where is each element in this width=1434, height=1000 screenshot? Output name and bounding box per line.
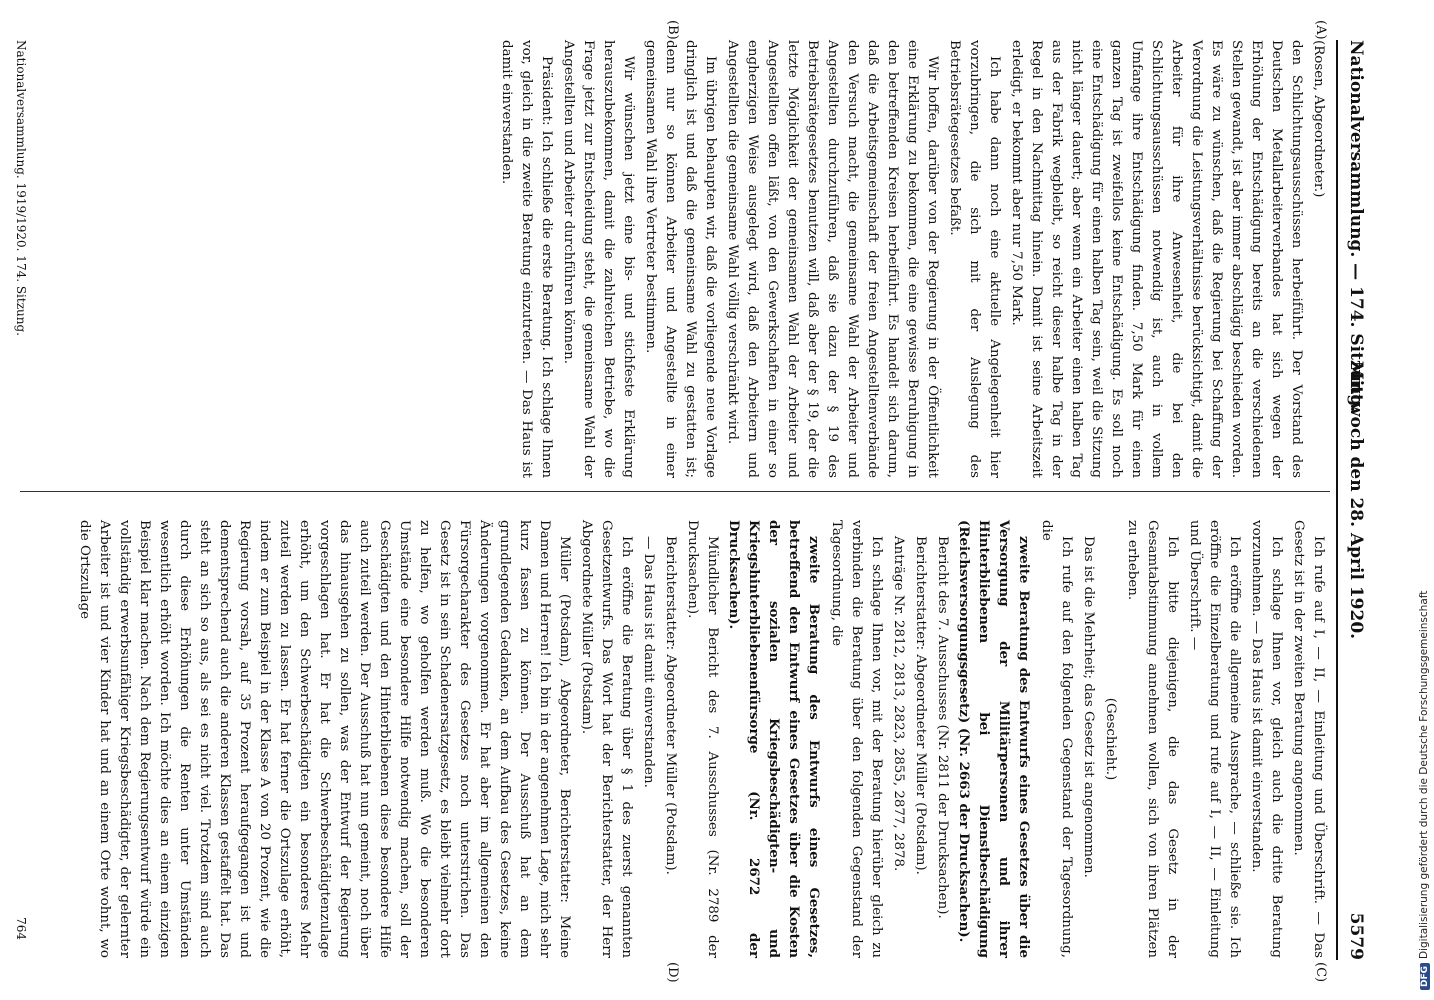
footer-number: 764 [14, 917, 28, 940]
paragraph: Ich bitte diejenigen, die das Gesetz in der Gesamtabstimmung annehmen wollen, sich von ihren Plätzen zu erheben. [1125, 520, 1180, 958]
header-rule [1336, 40, 1338, 960]
speaker-tag: (Rosen, Abgeordneter.) [1311, 40, 1326, 198]
column-divider [20, 491, 1330, 492]
paragraph: Ich habe dann noch eine aktuelle Angelegenheit hier vorzubringen, die sich mit der Auslegung des Betriebsrätegesetzes befaßt. [947, 40, 1002, 478]
funding-strip [1416, 0, 1434, 1000]
paragraph: Ich eröffne die allgemeine Aussprache, — schließe sie. Ich eröffne die Einzelberatung und rufe auf I, — II, — Einleitung und Überschrift. — [1187, 520, 1242, 958]
page-number: 5579 [1346, 912, 1366, 960]
agenda-item: zweite Beratung des Entwurfs eines Gesetzes über die Versorgung der Militärpersonen und ihrer Hinterbliebenen bei Dienstbeschädigung (Reichsversorgungsgesetz) (Nr. 2663 der Drucksachen). [956, 520, 1032, 958]
right-column [72, 520, 1328, 958]
motions-ref: Anträge Nr. 2812, 2813, 2823, 2855, 2877, 2878. [891, 536, 906, 872]
president-statement: Präsident: Ich schließe die erste Beratung. Ich schlage Ihnen vor, gleich in die zweite Beratung einzutreten. — Das Haus ist damit einverstanden. [499, 40, 554, 478]
header-date: Mittwoch den 28. April 1920. [1346, 360, 1366, 640]
margin-marker-c: (C) [1313, 962, 1328, 983]
paragraph: — Das Haus ist damit einverstanden. [641, 536, 656, 788]
footer-session: Nationalversammlung. 1919/1920. 174. Sitzung. [14, 40, 28, 336]
dfg-logo: DFG [1420, 963, 1430, 990]
rapporteur: Berichterstatter: Abgeordneter Müller (Potsdam). [913, 536, 928, 875]
header-session: Nationalversammlung. — 174. Sitzung. [1346, 40, 1366, 413]
paragraph: Das ist die Mehrheit; das Gesetz ist angenommen. [1081, 536, 1096, 878]
paragraph: Im übrigen behaupten wir, daß die vorliegende neue Vorlage dringlich ist und daß die gemeinsame Wahl zu gestatten ist; denn nur so können Arbeiter und Angestellte in einer gemeinsamen Wahl ihre Vertreter bestimmen. [643, 40, 718, 478]
paragraph: Ich schlage Ihnen vor, gleich auch die dritte Beratung vorzunehmen. — Das Haus ist damit einverstanden. [1249, 520, 1284, 958]
paragraph: Wir hoffen, darüber von der Regierung in der Öffentlichkeit eine Erklärung zu bekommen, die eine gewisse Beruhigung in den betreffenden Kreisen herbeiführt. Es handelt sich darum, daß die Arbeitsgemeinschaft der freien Angestelltenverbände den Versuch macht, die gemeinsame Wahl der Arbeiter und Angestellten durchzuführen, daß sie dazu der § 19 des Betriebsrätegesetzes benutzen will, daß aber der § 19, der die letzte Möglichkeit der gemeinsamen Wahl der Arbeiter und Angestellten offen läßt, von den Gewerkschaften in einer so engherzigen Weise ausgelegt wird, daß den Arbeitern und Angestellten die gemeinsame Wahl völlig verschränkt wird. [725, 40, 940, 478]
paragraph: Ich rufe auf I, — II, — Einleitung und Überschrift. — Das Gesetz ist in der zweiten Beratung angenommen. [1291, 520, 1326, 958]
rapporteur: Berichterstatter: Abgeordneter Müller (Potsdam). [663, 536, 678, 875]
funding-note [1418, 591, 1430, 990]
stage-direction: (Geschieht.) [1103, 697, 1118, 781]
speech: Müller (Potsdam), Abgeordneter, Berichterstatter: Meine Damen und Herren! Ich bin in der angenehmen Lage, mich sehr kurz fassen zu können. Der Ausschuß hat an dem grundlegenden Gedanken, an dem Aufbau des Gesetzes, keine Änderungen vorgenommen. Er hat aber im allgemeinen den Fürsorgecharakter des Gesetzes noch unterstrichen. Das Gesetz ist in sein Schadenersatzgesetz, es bleibt vielmehr dort zu helfen, wo geholfen werden muß. Wo die besonderen Umstände eine besondere Hilfe notwendig machen, soll der Geschädigten und den Hinterbliebenen diese besondere Hilfe auch zuteil werden. Der Ausschuß hat nun gemeint, noch über das hinausgehen zu sollen, was der Entwurf der Regierung vorgeschlagen hat. Er hat die Schwerbeschädigtenzulage erhöht, um den Schwerbeschädigten ein besonderes Mehr zuteil werden zu lassen. Er hat ferner die Ortszulage erhöht, indem er zum Beispiel in der Klasse A von 20 Prozent, wie die Regierung vorsah, auf 35 Prozent heraufgegangen ist und dementsprechend auch die anderen Klassen gestaffelt hat. Das steht an sich so aus, als sei es nicht viel. Trotzdem sind auch durch diese Erhöhungen die Renten unter Umständen wesentlich erhöht worden. Ich möchte dies an einem einzigen Beispiel klar machen. Nach dem Regierungsentwurf würde ein vollständig erwerbsunfähiger Kriegsbeschädigter, der gelernter Arbeiter ist und vier Kinder hat und an einem Orte wohnt, wo die Ortszulage [77, 520, 572, 958]
page-header [1342, 40, 1372, 960]
paragraph: Ich eröffne die Beratung über § 1 des zuerst genannten Gesetzentwurfs. Das Wort hat der Berichterstatter, der Herr Abgeordnete Müller (Potsdam). [579, 520, 634, 958]
report-ref: Bericht des 7. Ausschusses (Nr. 2811 der Drucksachen). [935, 536, 950, 919]
left-column [494, 40, 1328, 478]
paragraph: Ich schlage Ihnen vor, mit der Beratung hierüber gleich zu verbinden die Beratung über den folgenden Gegenstand der Tagesordnung, die [829, 520, 884, 958]
paragraph: Ich rufe auf den folgenden Gegenstand der Tagesordnung, die [1039, 520, 1074, 958]
agenda-item: zweite Beratung des Entwurfs eines Gesetzes, betreffend den Entwurf eines Gesetzes über die Kosten der sozialen Kriegsbeschädigten- und Kriegshinterbliebenenfürsorge (Nr. 2672 der Drucksachen). [726, 520, 822, 958]
margin-marker-b: (B) [665, 20, 680, 40]
margin-marker-a: (A) [1313, 20, 1328, 40]
margin-marker-d: (D) [665, 962, 680, 983]
paragraph: Wir wünschen jetzt eine bis- und stichfeste Erklärung herauszubekommen, damit die zahlreichen Betriebe, wo die Frage jetzt zur Entscheidung steht, die gemeinsame Wahl der Angestellten und Arbeiter durchführen können. [561, 40, 636, 478]
funding-text: Digitalisierung gefördert durch die Deutsche Forschungsgemeinschaft [1418, 590, 1430, 959]
report-ref: Mündlicher Bericht des 7. Ausschusses (Nr. 2789 der Drucksachen). [685, 520, 720, 958]
paragraph: den Schlichtungsausschüssen herbeiführt. Der Vorstand des Deutschen Metallarbeiterverbandes hat sich wegen der Erhöhung der Entschädigung bereits an die verschiedenen Stellen gewandt, ist aber immer abschlägig beschieden worden. Es wäre zu wünschen, daß die Regierung bei Schaffung der Verordnung die Leistungsverhältnisse berücksichtigt, damit die Arbeiter für ihre Anwesenheit, die bei den Schlichtungsausschüssen notwendig ist, auch in vollem Umfange ihre Entschädigung finden. 7,50 Mark für einen ganzen Tag ist zweifellos keine Entschädigung. Es soll noch eine Entschädigung für einen halben Tag sein, weil die Sitzung nicht länger dauert; aber wenn ein Arbeiter einen halben Tag aus der Fabrik wegbleibt, so reicht dieser halbe Tag in der Regel in den Nachmittag hinein. Damit ist seine Arbeitszeit erledigt, er bekommt aber nur 7,50 Mark. [1009, 40, 1304, 478]
